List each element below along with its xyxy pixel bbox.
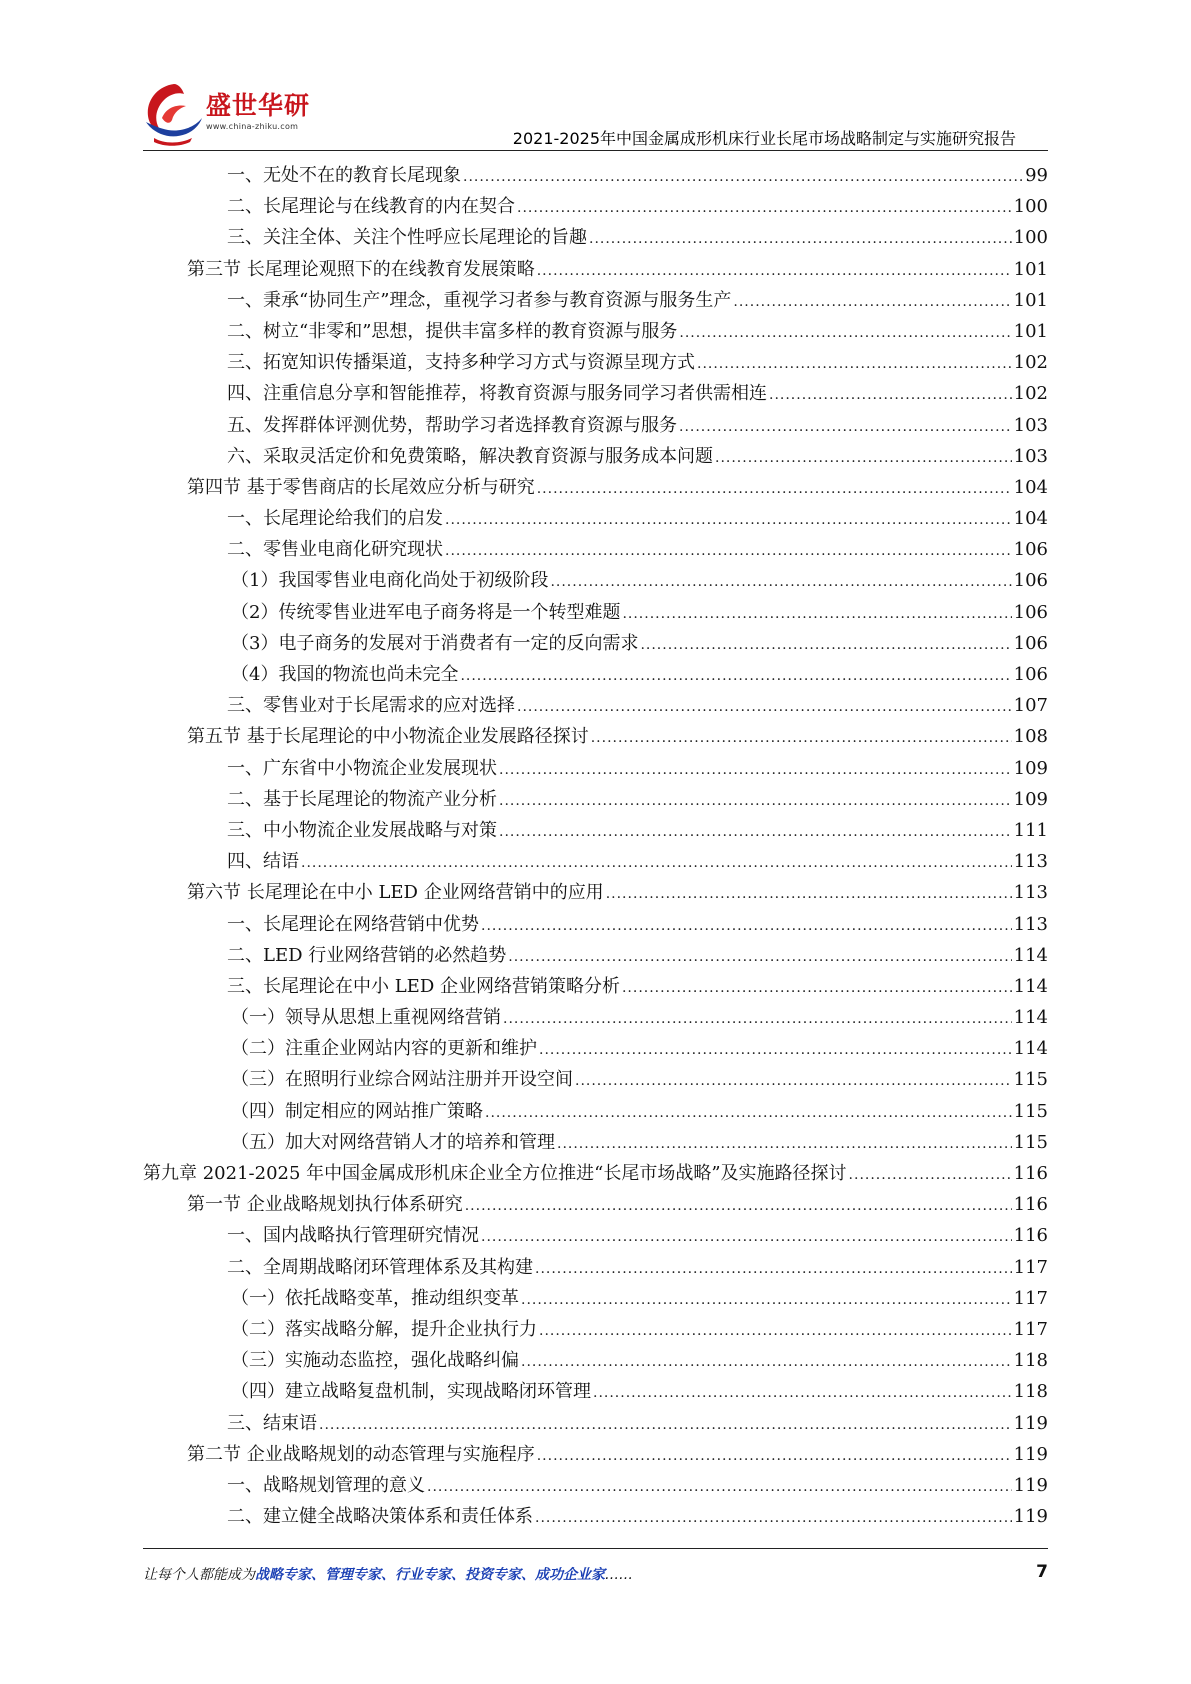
toc-entry-page: 106 (1013, 632, 1048, 654)
toc-entry-page: 107 (1013, 695, 1048, 717)
toc-entry[interactable] (143, 472, 1048, 503)
toc-entry[interactable] (143, 1314, 1048, 1345)
toc-entry[interactable] (143, 1252, 1048, 1283)
toc-leader-dots (485, 1098, 1012, 1129)
logo-url: www.china-zhiku.com (206, 122, 299, 131)
toc-entry-page: 116 (1013, 1194, 1048, 1216)
toc-entry-page: 119 (1013, 1412, 1048, 1434)
toc-leader-dots (606, 879, 1012, 910)
toc-entry-page: 100 (1013, 227, 1048, 249)
toc-entry[interactable] (143, 347, 1048, 378)
toc-entry-page: 119 (1013, 1506, 1048, 1528)
toc-entry[interactable] (143, 815, 1048, 846)
toc-entry[interactable] (143, 222, 1048, 253)
toc-entry[interactable] (143, 316, 1048, 347)
toc-entry[interactable] (143, 1439, 1048, 1470)
toc-entry-page: 111 (1013, 819, 1048, 841)
toc-entry[interactable] (143, 1470, 1048, 1501)
toc-entry-page: 106 (1013, 664, 1048, 685)
toc-entry[interactable] (143, 1127, 1048, 1158)
logo-swoosh-icon (140, 78, 204, 148)
toc-entry[interactable] (143, 940, 1048, 971)
toc-leader-dots (508, 942, 1011, 973)
toc-leader-dots (445, 536, 1012, 567)
toc-entry-page: 102 (1013, 383, 1048, 405)
toc-leader-dots (521, 1347, 1012, 1378)
toc-entry[interactable] (143, 534, 1048, 565)
header-divider (143, 150, 1048, 151)
toc-entry-title: 五、发挥群体评测优势，帮助学习者选择教育资源与服务 (227, 414, 677, 436)
toc-entry[interactable] (143, 1096, 1048, 1127)
toc-entry-title: 二、树立“非零和”思想，提供丰富多样的教育资源与服务 (227, 320, 678, 342)
toc-entry-title: 三、结束语 (227, 1412, 317, 1434)
toc-entry-title: （三）在照明行业综合网站注册并开设空间 (231, 1069, 573, 1091)
toc-entry-page: 119 (1013, 1443, 1048, 1465)
toc-entry-page: 99 (1025, 165, 1048, 186)
toc-leader-dots (521, 1285, 1012, 1316)
toc-leader-dots (503, 1004, 1012, 1035)
toc-leader-dots (499, 755, 1012, 786)
toc-leader-dots (465, 1191, 1012, 1222)
toc-entry[interactable] (143, 503, 1048, 534)
toc-entry-page: 114 (1013, 1007, 1048, 1029)
toc-leader-dots (640, 630, 1011, 661)
toc-leader-dots (517, 193, 1012, 224)
page-number: 7 (1036, 1562, 1048, 1582)
toc-entry-page: 116 (1013, 1225, 1048, 1247)
toc-entry[interactable] (143, 690, 1048, 721)
toc-leader-dots (697, 349, 1012, 380)
toc-entry[interactable] (143, 628, 1048, 659)
toc-entry-page: 103 (1013, 445, 1048, 467)
toc-entry[interactable] (143, 909, 1048, 940)
toc-entry-title: 一、长尾理论给我们的启发 (227, 508, 443, 530)
toc-entry-title: 二、建立健全战略决策体系和责任体系 (227, 1506, 533, 1528)
toc-entry-title: 六、采取灵活定价和免费策略，解决教育资源与服务成本问题 (227, 445, 713, 467)
report-title: 2021-2025年中国金属成形机床行业长尾市场战略制定与实施研究报告 (512, 129, 1016, 148)
toc-leader-dots (537, 1441, 1012, 1472)
toc-leader-dots (463, 162, 1023, 193)
toc-entry[interactable] (143, 191, 1048, 222)
toc-leader-dots (460, 661, 1011, 692)
toc-leader-dots (849, 1160, 1012, 1191)
toc-entry-page: 101 (1013, 289, 1048, 311)
toc-leader-dots (589, 224, 1012, 255)
toc-leader-dots (679, 412, 1012, 443)
toc-leader-dots (715, 443, 1012, 474)
footer-slogan-suffix: …… (605, 1567, 633, 1583)
toc-leader-dots (537, 474, 1012, 505)
toc-entry[interactable] (143, 1408, 1048, 1439)
toc-entry-title: 三、关注全体、关注个性呼应长尾理论的旨趣 (227, 227, 587, 249)
toc-entry-page: 114 (1013, 1038, 1048, 1060)
toc-leader-dots (535, 1254, 1012, 1285)
toc-entry-title: （2）传统零售业进军电子商务将是一个转型难题 (231, 601, 621, 623)
toc-entry-title: 三、中小物流企业发展战略与对策 (227, 819, 497, 841)
toc-entry[interactable] (143, 971, 1048, 1002)
footer-slogan (143, 1564, 633, 1584)
toc-entry-page: 109 (1013, 757, 1048, 779)
toc-entry[interactable] (143, 565, 1048, 596)
toc-entry-title: （五）加大对网络营销人才的培养和管理 (231, 1131, 555, 1153)
toc-entry[interactable] (143, 1501, 1048, 1532)
toc-entry-title: 四、结语 (227, 851, 299, 873)
toc-entry[interactable] (143, 1220, 1048, 1251)
toc-entry[interactable] (143, 441, 1048, 472)
toc-leader-dots (481, 911, 1012, 942)
logo-name: 盛世华研 (206, 91, 311, 120)
toc-entry[interactable] (143, 597, 1048, 628)
toc-entry[interactable] (143, 1064, 1048, 1095)
toc-entry-title: （二）落实战略分解，提升企业执行力 (231, 1318, 537, 1340)
toc-leader-dots (301, 848, 1012, 879)
toc-entry-page: 102 (1013, 352, 1048, 374)
toc-entry[interactable] (143, 784, 1048, 815)
toc-entry-page: 106 (1013, 539, 1048, 561)
toc-entry[interactable] (143, 846, 1048, 877)
toc-entry[interactable] (143, 1189, 1048, 1220)
toc-entry[interactable] (143, 721, 1048, 752)
toc-entry-title: 二、零售业电商化研究现状 (227, 539, 443, 561)
toc-entry-page: 117 (1013, 1256, 1048, 1278)
table-of-contents (143, 160, 1048, 1532)
toc-entry-title: 二、全周期战略闭环管理体系及其构建 (227, 1256, 533, 1278)
toc-entry-title: （三）实施动态监控，强化战略纠偏 (231, 1350, 519, 1372)
toc-entry-page: 113 (1013, 913, 1048, 935)
toc-leader-dots (622, 973, 1012, 1004)
toc-entry-title: 一、战略规划管理的意义 (227, 1474, 425, 1496)
toc-entry[interactable] (143, 1345, 1048, 1376)
toc-entry-title: 一、无处不在的教育长尾现象 (227, 165, 461, 186)
toc-entry[interactable] (143, 160, 1048, 191)
toc-entry-page: 101 (1013, 320, 1048, 342)
toc-entry-title: 一、长尾理论在网络营销中优势 (227, 913, 479, 935)
toc-leader-dots (535, 1503, 1012, 1534)
toc-entry-page: 106 (1013, 601, 1048, 623)
toc-entry-page: 113 (1013, 882, 1048, 904)
toc-leader-dots (769, 380, 1012, 411)
toc-entry-page: 109 (1013, 788, 1048, 810)
toc-leader-dots (537, 256, 1012, 287)
toc-entry-title: 一、广东省中小物流企业发展现状 (227, 757, 497, 779)
toc-entry[interactable] (143, 1158, 1048, 1189)
toc-entry-page: 106 (1013, 570, 1048, 592)
toc-entry-title: 第一节 企业战略规划执行体系研究 (187, 1194, 463, 1216)
toc-leader-dots (679, 318, 1011, 349)
toc-entry-title: （1）我国零售业电商化尚处于初级阶段 (231, 570, 549, 592)
toc-entry-title: （3）电子商务的发展对于消费者有一定的反向需求 (231, 632, 639, 654)
toc-entry-page: 103 (1013, 414, 1048, 436)
toc-leader-dots (539, 1035, 1012, 1066)
toc-entry-title: 二、基于长尾理论的物流产业分析 (227, 788, 497, 810)
toc-leader-dots (481, 1222, 1012, 1253)
toc-entry-title: （一）依托战略变革，推动组织变革 (231, 1287, 519, 1309)
footer-slogan-highlight: 战略专家、管理专家、行业专家、投资专家、成功企业家 (255, 1567, 605, 1583)
toc-entry[interactable] (143, 753, 1048, 784)
toc-entry[interactable] (143, 659, 1048, 690)
toc-entry-title: 第二节 企业战略规划的动态管理与实施程序 (187, 1443, 535, 1465)
toc-leader-dots (550, 567, 1011, 598)
toc-entry-page: 104 (1013, 476, 1048, 498)
toc-entry[interactable] (143, 1002, 1048, 1033)
toc-leader-dots (499, 786, 1012, 817)
toc-entry-page: 115 (1013, 1100, 1048, 1122)
toc-entry-title: 第九章 2021-2025 年中国金属成形机床企业全方位推进“长尾市场战略”及实施路径探讨 (143, 1163, 847, 1184)
toc-entry-title: 第四节 基于零售商店的长尾效应分析与研究 (187, 476, 535, 498)
company-logo (140, 78, 320, 150)
toc-entry[interactable] (143, 1283, 1048, 1314)
toc-entry-title: 二、长尾理论与在线教育的内在契合 (227, 196, 515, 218)
toc-leader-dots (499, 817, 1012, 848)
footer-slogan-prefix: 让每个人都能成为 (143, 1567, 255, 1583)
toc-entry-page: 114 (1013, 975, 1048, 997)
toc-entry-title: （一）领导从思想上重视网络营销 (231, 1007, 501, 1029)
toc-leader-dots (319, 1410, 1012, 1441)
toc-leader-dots (539, 1316, 1012, 1347)
toc-entry-title: （二）注重企业网站内容的更新和维护 (231, 1038, 537, 1060)
toc-entry-page: 115 (1013, 1069, 1048, 1091)
toc-entry-title: 第五节 基于长尾理论的中小物流企业发展路径探讨 (187, 726, 589, 748)
toc-leader-dots (593, 1378, 1012, 1409)
page-header (0, 0, 1191, 160)
toc-entry-title: 一、秉承“协同生产”理念，重视学习者参与教育资源与服务生产 (227, 289, 732, 311)
toc-entry-page: 119 (1013, 1474, 1048, 1496)
toc-entry-title: 第三节 长尾理论观照下的在线教育发展策略 (187, 258, 535, 280)
toc-leader-dots (622, 599, 1011, 630)
toc-entry-page: 117 (1013, 1318, 1048, 1340)
footer-divider (143, 1548, 1048, 1549)
toc-entry-page: 114 (1013, 944, 1048, 966)
toc-entry-page: 117 (1013, 1287, 1048, 1309)
toc-entry[interactable] (143, 378, 1048, 409)
toc-leader-dots (445, 505, 1012, 536)
toc-entry[interactable] (143, 1376, 1048, 1407)
toc-entry[interactable] (143, 410, 1048, 441)
toc-leader-dots (427, 1472, 1012, 1503)
toc-entry-title: （四）制定相应的网站推广策略 (231, 1100, 483, 1122)
toc-entry[interactable] (143, 254, 1048, 285)
toc-entry-title: 一、国内战略执行管理研究情况 (227, 1225, 479, 1247)
toc-entry-title: 三、零售业对于长尾需求的应对选择 (227, 695, 515, 717)
toc-entry-title: 四、注重信息分享和智能推荐，将教育资源与服务同学习者供需相连 (227, 383, 767, 405)
toc-entry-page: 116 (1013, 1163, 1048, 1184)
toc-entry-page: 101 (1013, 258, 1048, 280)
toc-entry-title: 三、长尾理论在中小 LED 企业网络营销策略分析 (227, 975, 620, 997)
toc-entry-title: （四）建立战略复盘机制，实现战略闭环管理 (231, 1381, 591, 1403)
toc-entry-page: 100 (1013, 196, 1048, 218)
toc-entry[interactable] (143, 877, 1048, 908)
toc-entry[interactable] (143, 1033, 1048, 1064)
toc-entry-page: 118 (1013, 1381, 1048, 1403)
toc-entry[interactable] (143, 285, 1048, 316)
toc-entry-page: 104 (1013, 508, 1048, 530)
toc-entry-title: 二、LED 行业网络营销的必然趋势 (227, 944, 507, 966)
toc-entry-page: 108 (1013, 726, 1048, 748)
toc-leader-dots (733, 287, 1011, 318)
toc-entry-title: （4）我国的物流也尚未完全 (231, 664, 459, 685)
toc-leader-dots (591, 723, 1012, 754)
toc-entry-page: 113 (1013, 851, 1048, 873)
toc-entry-title: 第六节 长尾理论在中小 LED 企业网络营销中的应用 (187, 882, 604, 904)
toc-entry-page: 118 (1013, 1350, 1048, 1372)
toc-entry-title: 三、拓宽知识传播渠道，支持多种学习方式与资源呈现方式 (227, 352, 695, 374)
toc-leader-dots (557, 1129, 1012, 1160)
toc-entry-page: 115 (1013, 1131, 1048, 1153)
toc-leader-dots (575, 1066, 1012, 1097)
toc-leader-dots (517, 692, 1012, 723)
